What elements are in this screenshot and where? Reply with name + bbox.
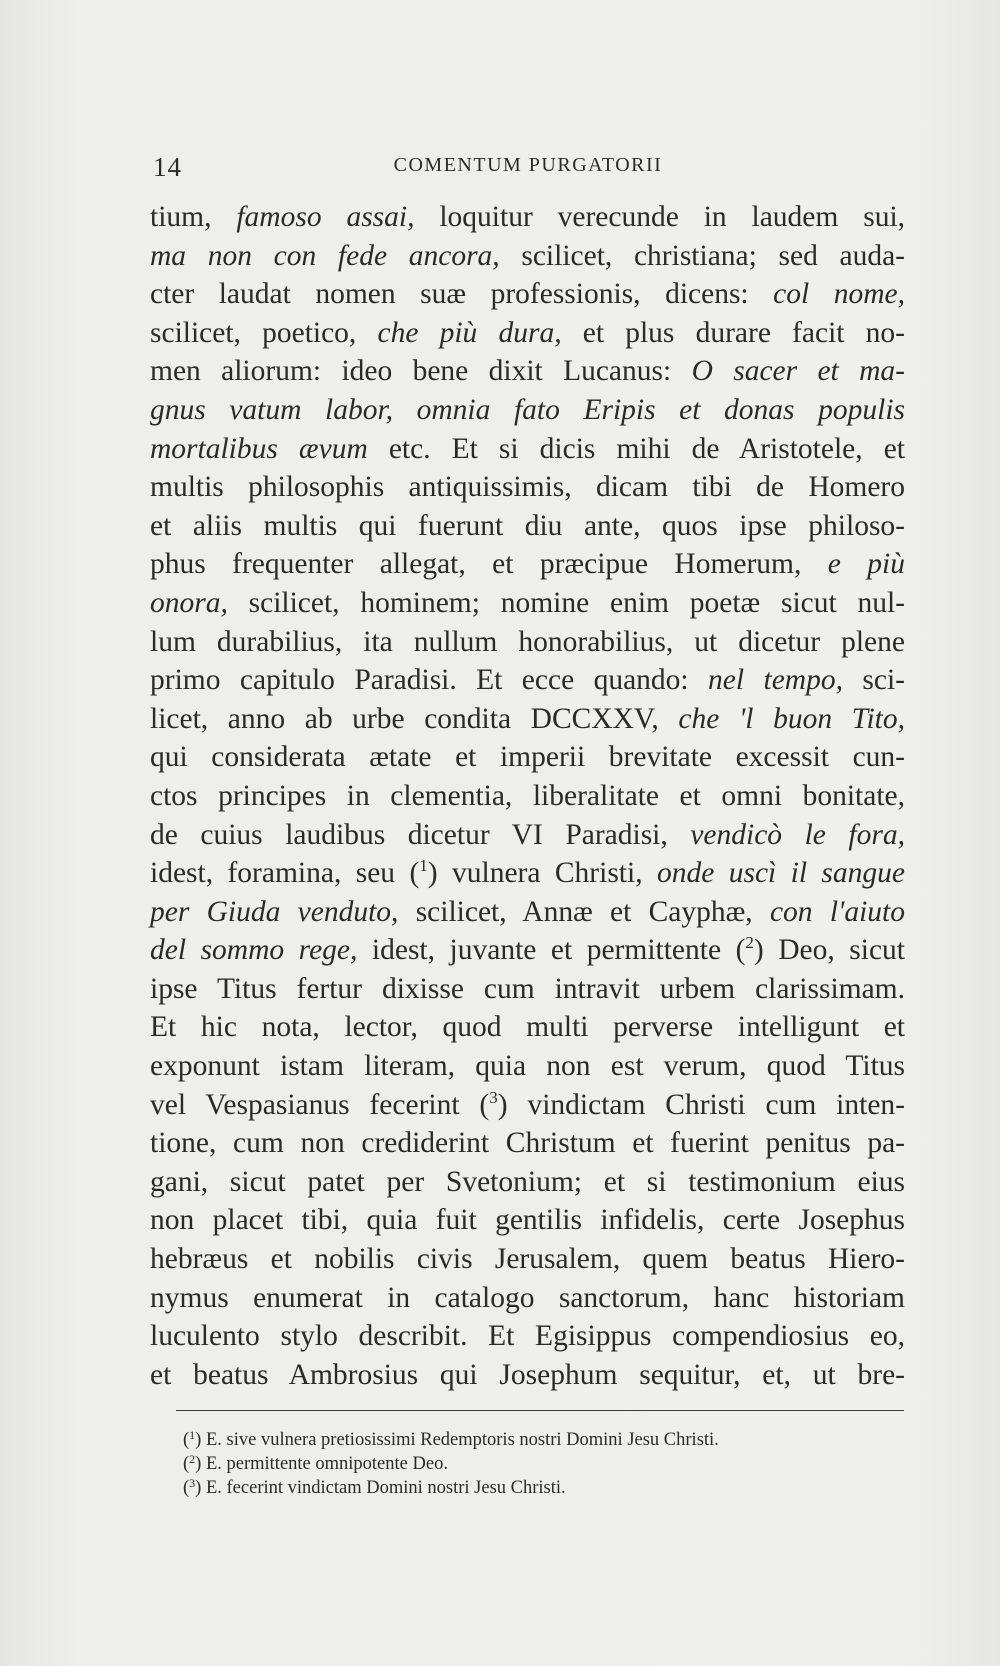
quoted-verse: che più dura, — [377, 316, 562, 349]
text-line — [150, 1163, 905, 1202]
text-line — [150, 931, 905, 970]
text-run: luculento stylo describit. Et Egisippus compendiosius eo, — [150, 1320, 905, 1353]
footnote-mark: 2 — [189, 1452, 196, 1466]
text-run: scilicet, Annæ et Cayphæ, — [398, 895, 770, 928]
footnote-reference: 1 — [419, 856, 428, 876]
text-line — [150, 391, 905, 430]
text-line — [150, 1240, 905, 1279]
quoted-verse: col nome, — [773, 278, 905, 311]
text-run: ) vulnera Christi, — [427, 857, 657, 890]
footnote-divider — [176, 1410, 904, 1411]
quoted-verse: e più — [827, 548, 905, 581]
footnote-reference: 3 — [489, 1087, 498, 1107]
footnote-reference: 2 — [745, 933, 754, 953]
text-run: phus frequenter allegat, et præcipue Homerum, — [150, 548, 828, 581]
quoted-verse: nel tempo, — [708, 664, 843, 697]
text-run: lum durabilius, ita nullum honorabilius, ut dicetur plene — [150, 625, 905, 658]
text-run: ipse Titus fertur dixisse cum intravit urbem clarissimam. — [150, 972, 905, 1005]
text-line — [150, 507, 905, 546]
text-line — [150, 545, 905, 584]
text-line — [150, 468, 905, 507]
text-run: Et hic nota, lector, quod multi perverse intelligunt et — [150, 1011, 905, 1044]
quoted-verse: ma non con fede ancora, — [150, 239, 500, 272]
text-run: idest, foramina, seu ( — [150, 857, 420, 890]
text-line — [150, 584, 905, 623]
text-run: de cuius laudibus dicetur VI Paradisi, — [150, 818, 691, 851]
text-line — [150, 275, 905, 314]
text-run: hebræus et nobilis civis Jerusalem, quem beatus Hiero- — [150, 1243, 905, 1276]
text-run: sci- — [842, 664, 905, 697]
text-run: idest, juvante et permittente ( — [357, 934, 746, 967]
text-run: et plus durare facit no- — [561, 316, 905, 349]
text-run: scilicet, christiana; sed auda- — [499, 239, 906, 272]
quoted-verse: per Giuda venduto, — [150, 895, 399, 928]
text-line — [150, 1124, 905, 1163]
text-line — [150, 816, 905, 855]
footnote-text: E. fecerint vindictam Domini nostri Jesu Christi. — [205, 1478, 566, 1498]
quoted-verse: onora, — [150, 586, 228, 619]
page-number: 14 — [153, 152, 182, 182]
text-run: scilicet, hominem; nomine enim poetæ sicut nul- — [227, 586, 905, 619]
text-line — [150, 777, 905, 816]
text-line — [150, 854, 905, 893]
text-run: nymus enumerat in catalogo sanctorum, hanc historiam — [150, 1281, 905, 1314]
quoted-verse: che 'l buon Tito, — [678, 702, 905, 735]
quoted-verse: onde uscì il sangue — [656, 857, 905, 890]
text-run: vel Vespasianus fecerint ( — [150, 1088, 490, 1121]
text-line — [150, 1008, 905, 1047]
commentary-text — [150, 198, 905, 1394]
text-run: scilicet, poetico, — [150, 316, 378, 349]
quoted-verse: vendicò le fora, — [690, 818, 905, 851]
text-run: loquitur verecunde in laudem sui, — [414, 201, 906, 233]
running-head: COMENTUM PURGATORII — [393, 154, 663, 176]
footnote: ($^2$) E. permittente omnipotente Deo. — [183, 1452, 448, 1474]
quoted-verse: O sacer et ma- — [691, 355, 905, 388]
text-line — [150, 1317, 905, 1356]
quoted-verse: del sommo rege, — [150, 934, 358, 967]
footnote-mark: 3 — [189, 1476, 196, 1490]
text-line — [150, 314, 905, 353]
text-line — [150, 1047, 905, 1086]
text-line — [150, 623, 905, 662]
quoted-verse: con l'aiuto — [769, 895, 905, 928]
text-line — [150, 430, 905, 469]
footnote: ($^3$) E. fecerint vindictam Domini nostri Jesu Christi. — [183, 1476, 566, 1498]
text-run: gani, sicut patet per Svetonium; et si testimonium eius — [150, 1165, 905, 1198]
text-run: ) vindictam Christi cum inten- — [497, 1088, 905, 1121]
footnotes — [183, 1428, 903, 1500]
text-run: ctos principes in clementia, liberalitate et omni bonitate, — [150, 779, 905, 812]
text-run: men aliorum: ideo bene dixit Lucanus: — [150, 355, 692, 388]
text-line — [150, 1201, 905, 1240]
text-run: tione, cum non crediderint Christum et fuerint penitus pa- — [150, 1127, 905, 1160]
text-run: non placet tibi, quia fuit gentilis infidelis, certe Josephus — [150, 1204, 905, 1237]
footnote-text: E. permittente omnipotente Deo. — [205, 1454, 448, 1474]
text-line — [150, 352, 905, 391]
quoted-verse: mortalibus ævum — [150, 432, 368, 465]
text-line — [150, 893, 905, 932]
page-header — [153, 152, 903, 186]
footnote-text: E. sive vulnera pretiosissimi Redemptoris nostri Domini Jesu Christi. — [205, 1430, 719, 1450]
quoted-verse: gnus vatum labor, omnia fato Eripis et donas populis — [150, 393, 905, 426]
text-run: etc. Et si dicis mihi de Aristotele, et — [367, 432, 905, 465]
text-run: exponunt istam literam, quia non est verum, quod Titus — [150, 1050, 905, 1083]
text-line — [150, 1086, 905, 1125]
text-run: et aliis multis qui fuerunt diu ante, quos ipse philoso- — [150, 509, 905, 542]
text-line — [150, 970, 905, 1009]
text-run: cter laudat nomen suæ professionis, dicens: — [150, 278, 774, 311]
text-run: licet, anno ab urbe condita DCCXXV, — [150, 702, 679, 735]
text-run: qui considerata ætate et imperii brevitate excessit cun- — [150, 741, 905, 774]
text-run: et beatus Ambrosius qui Josephum sequitur, et, ut bre- — [150, 1358, 905, 1391]
text-run: tium, — [150, 201, 237, 233]
quoted-verse: famoso assai, — [236, 201, 415, 233]
text-line — [150, 661, 905, 700]
text-line — [150, 1279, 905, 1318]
text-line — [150, 237, 905, 276]
text-line — [150, 1356, 905, 1395]
text-line — [150, 738, 905, 777]
text-run: primo capitulo Paradisi. Et ecce quando: — [150, 664, 709, 697]
text-line — [150, 700, 905, 739]
footnote-mark: 1 — [189, 1428, 196, 1442]
text-run: multis philosophis antiquissimis, dicam tibi de Homero — [150, 471, 905, 504]
footnote: ($^1$) E. sive vulnera pretiosissimi Redemptoris nostri Domini Jesu Christi. — [183, 1428, 719, 1450]
text-line — [150, 198, 905, 237]
text-run: ) Deo, sicut — [753, 934, 906, 967]
